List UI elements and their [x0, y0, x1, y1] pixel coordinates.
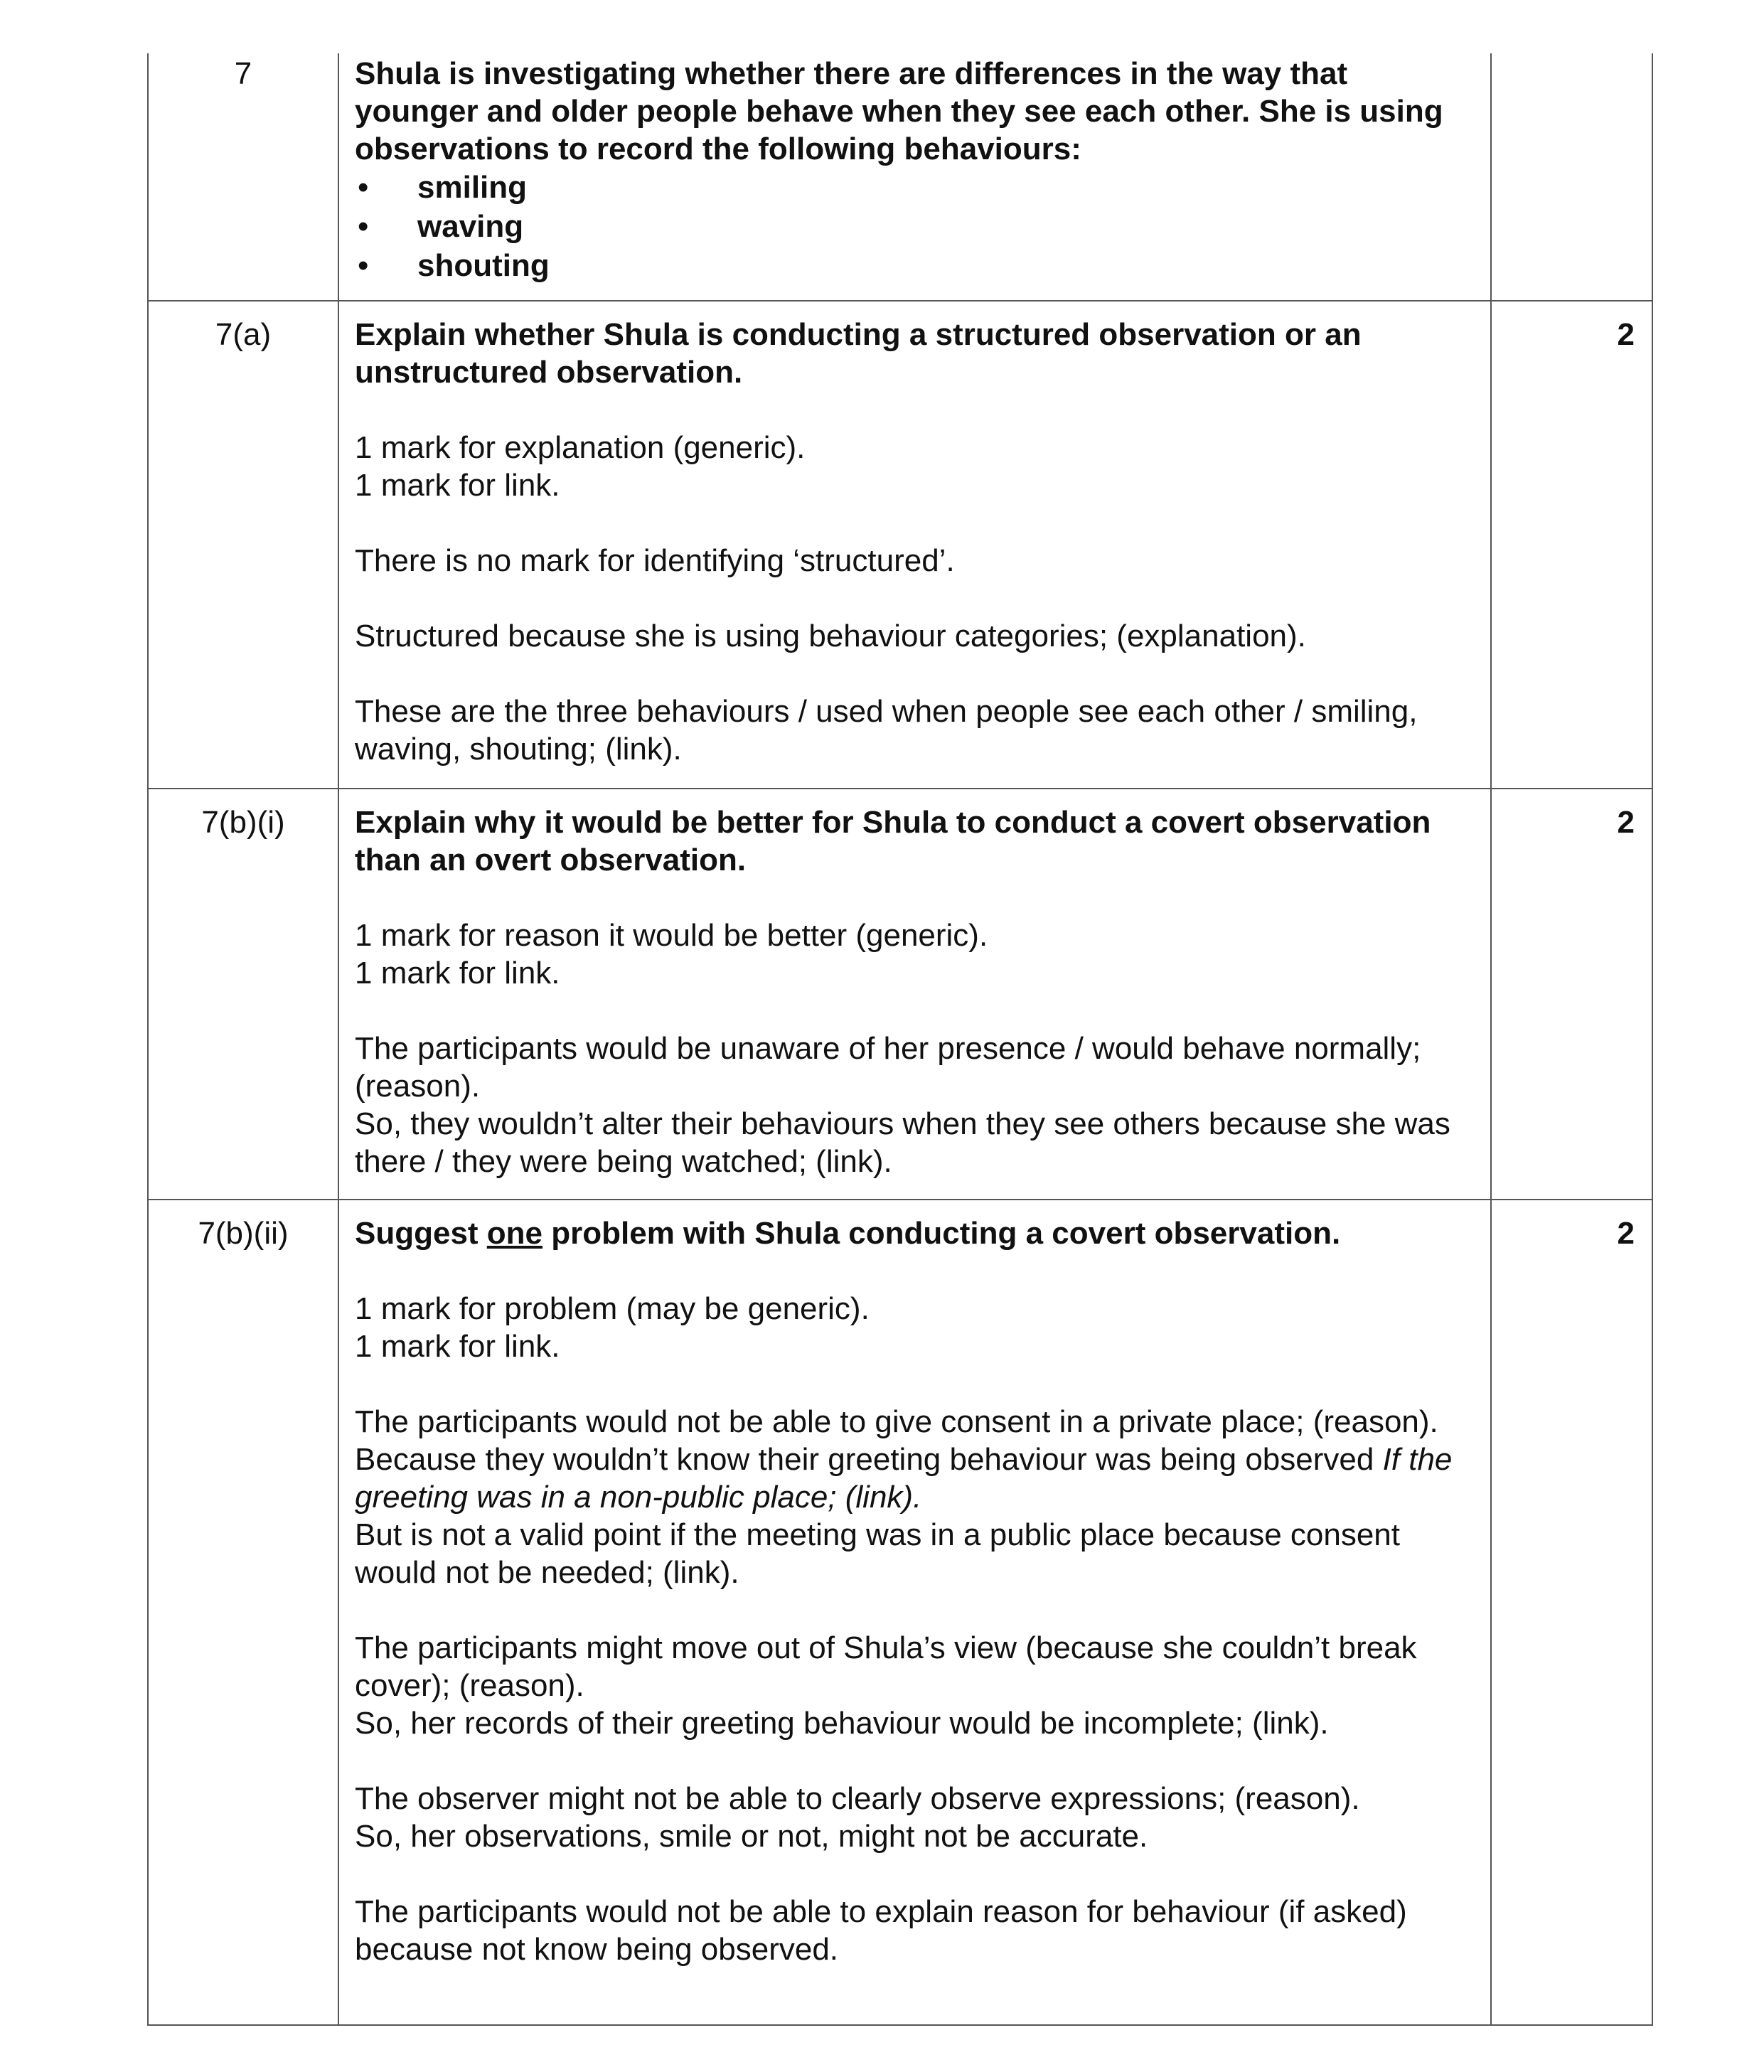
question-stem: Shula is investigating whether there are differences in the way that younger and older people behave when they see each other. She is using observations to record the following behaviours:	[355, 56, 1443, 166]
question-text: Suggest one problem with Shula conducting a covert observation.	[355, 1216, 1341, 1251]
guidance: 1 mark for explanation (generic). 1 mark for link.	[355, 430, 806, 503]
question-number	[148, 789, 338, 1200]
question-content	[338, 1200, 1491, 2025]
bullet-icon: •	[358, 170, 369, 205]
answer-point: But is not a valid point if the meeting was in a public place because consent would not be needed; (link).	[355, 1517, 1401, 1590]
list-item: • shouting	[355, 246, 1473, 285]
question-number	[148, 53, 338, 301]
bullet-icon: •	[358, 209, 369, 244]
answer-point: The participants might move out of Shula’s view (because she couldn’t break cover); (reason).	[355, 1630, 1417, 1703]
question-7bii-row	[148, 1200, 1652, 2025]
question-content	[338, 301, 1491, 789]
answer-point: So, her observations, smile or not, might not be accurate.	[355, 1819, 1148, 1854]
marks-cell: 2	[1491, 1200, 1652, 2025]
mark-scheme-table	[147, 53, 1653, 2026]
behaviour-list	[355, 168, 1473, 285]
answer-point: The participants would not be able to give consent in a private place; (reason).	[355, 1404, 1438, 1439]
answer-point: The participants would not be able to explain reason for behaviour (if asked) because not know being observed.	[355, 1894, 1407, 1967]
guidance: 1 mark for problem (may be generic). 1 mark for link.	[355, 1291, 870, 1364]
list-item: • waving	[355, 207, 1473, 246]
question-text: Explain whether Shula is conducting a structured observation or an unstructured observation.	[355, 317, 1362, 390]
guidance-note: There is no mark for identifying ‘structured’.	[355, 543, 955, 578]
emphasis-underline: one	[486, 1216, 543, 1251]
question-number	[148, 301, 338, 789]
question-content	[338, 789, 1491, 1200]
guidance: 1 mark for reason it would be better (generic). 1 mark for link.	[355, 918, 988, 990]
question-number-label: 7(a)	[215, 317, 272, 352]
marks-cell	[1491, 53, 1652, 301]
bullet-icon: •	[358, 248, 369, 283]
question-text: Explain why it would be better for Shula to conduct a covert observation than an overt observation.	[355, 805, 1431, 877]
list-item: • smiling	[355, 168, 1473, 207]
answer-point: Because they wouldn’t know their greeting behaviour was being observed If the greeting was in a non-public place; (link).	[355, 1442, 1453, 1515]
answer-point: So, her records of their greeting behaviour would be incomplete; (link).	[355, 1706, 1329, 1741]
question-number-label: 7(b)(ii)	[198, 1216, 289, 1251]
answer-point: So, they wouldn’t alter their behaviours when they see others because she was there / they were being watched; (link).	[355, 1106, 1450, 1179]
question-7a-row	[148, 301, 1652, 789]
answer-point: These are the three behaviours / used when people see each other / smiling, waving, shouting; (link).	[355, 694, 1418, 767]
answer-point: The observer might not be able to clearly observe expressions; (reason).	[355, 1781, 1360, 1816]
question-number-label: 7(b)(i)	[201, 805, 285, 840]
answer-point: Structured because she is using behaviour categories; (explanation).	[355, 619, 1306, 653]
question-number	[148, 1200, 338, 2025]
question-7-row	[148, 53, 1652, 301]
question-number-label: 7	[234, 56, 252, 91]
question-content	[338, 53, 1491, 301]
marks-cell: 2	[1491, 301, 1652, 789]
answer-point: The participants would be unaware of her presence / would behave normally; (reason).	[355, 1031, 1421, 1104]
marks-cell: 2	[1491, 789, 1652, 1200]
question-7bi-row	[148, 789, 1652, 1200]
